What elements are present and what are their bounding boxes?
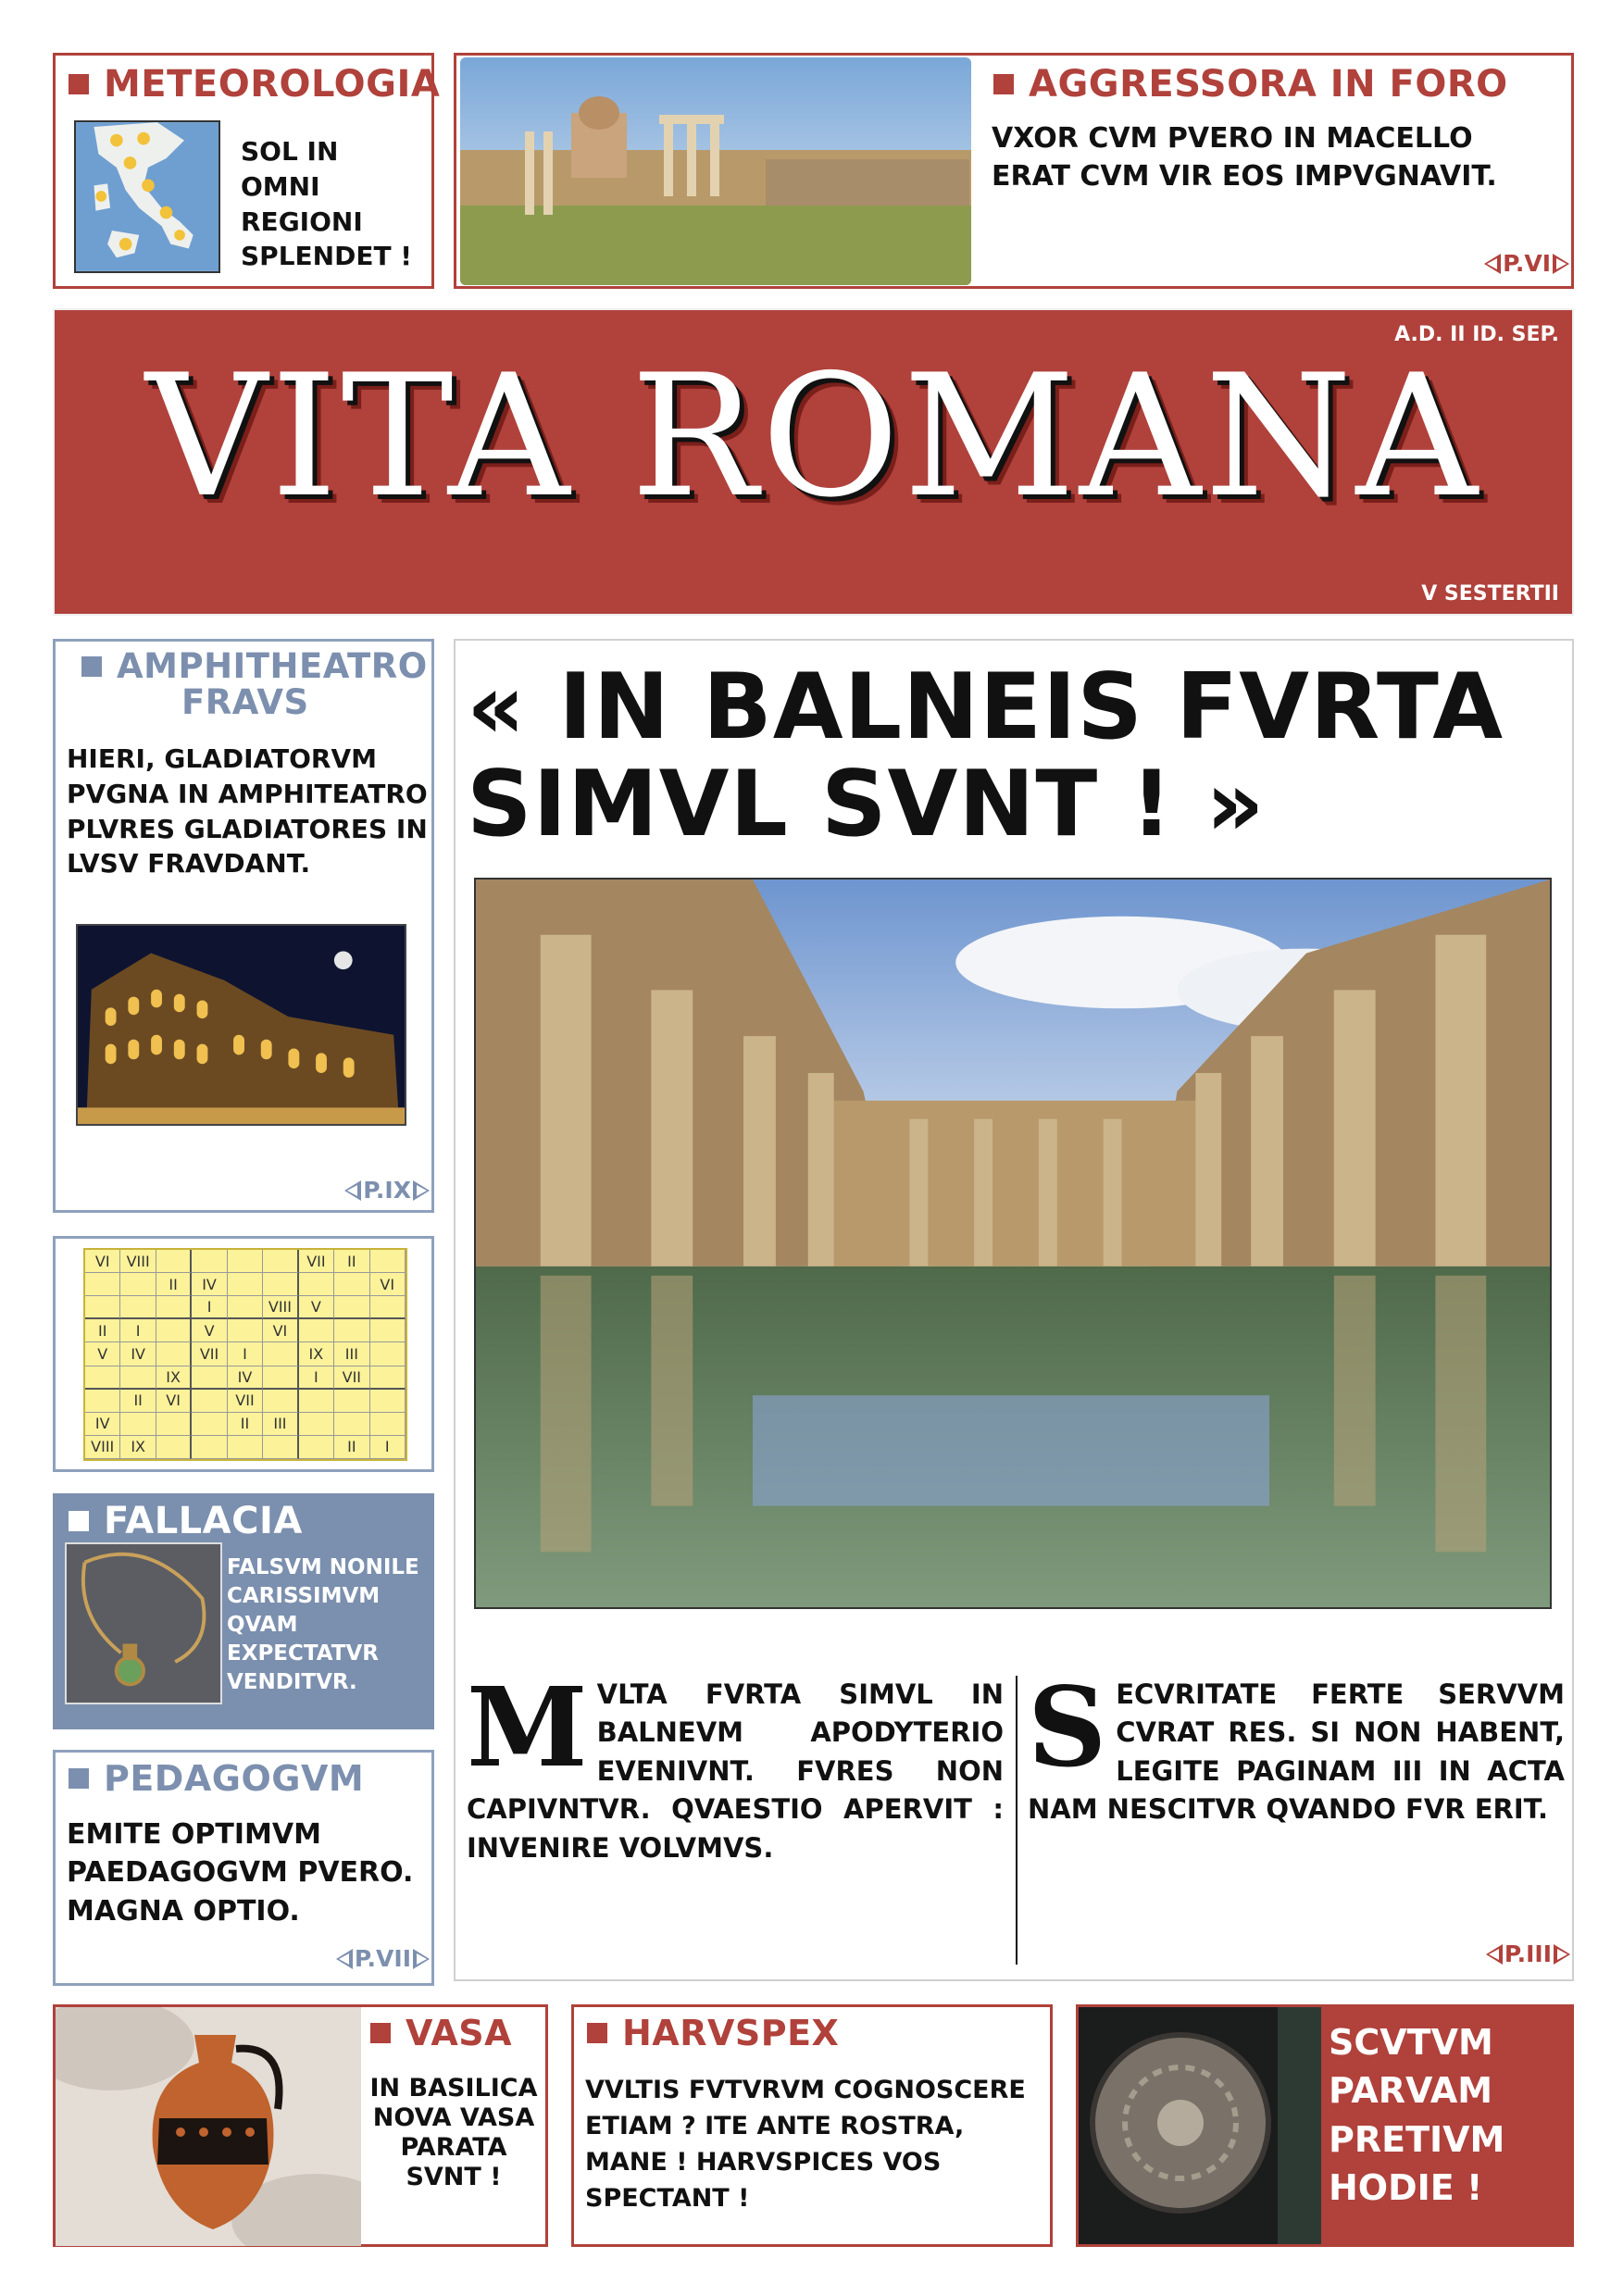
sudoku-cell[interactable] bbox=[263, 1390, 298, 1413]
sudoku-cell[interactable]: IX bbox=[299, 1342, 334, 1366]
sudoku-cell[interactable]: V bbox=[85, 1342, 120, 1366]
colosseum-night-photo bbox=[76, 924, 406, 1126]
sudoku-cell[interactable] bbox=[370, 1296, 406, 1319]
bullet-square-icon bbox=[370, 2023, 391, 2043]
sudoku-cell[interactable] bbox=[120, 1366, 156, 1390]
sudoku-cell[interactable]: IV bbox=[120, 1342, 156, 1366]
sudoku-cell[interactable] bbox=[192, 1413, 227, 1436]
sudoku-cell[interactable] bbox=[263, 1342, 298, 1366]
sudoku-cell[interactable] bbox=[299, 1436, 334, 1459]
bullet-square-icon bbox=[81, 656, 102, 677]
bullet-square-icon bbox=[69, 1768, 89, 1789]
fallacia-title: FALLACIA bbox=[69, 1500, 303, 1542]
forum-page-ref[interactable]: P.VI bbox=[1484, 250, 1569, 277]
sudoku-cell[interactable]: VI bbox=[85, 1250, 120, 1273]
sudoku-cell[interactable] bbox=[192, 1250, 227, 1273]
bullet-square-icon bbox=[69, 74, 89, 94]
masthead-price: V SESTERTII bbox=[1421, 582, 1559, 605]
sudoku-cell[interactable]: VII bbox=[334, 1366, 369, 1390]
sudoku-cell[interactable]: III bbox=[334, 1342, 369, 1366]
arrow-right-icon bbox=[413, 1180, 430, 1201]
sudoku-cell[interactable]: II bbox=[334, 1436, 369, 1459]
sudoku-cell[interactable]: I bbox=[370, 1436, 406, 1459]
sudoku-cell[interactable] bbox=[192, 1390, 227, 1413]
arrow-right-icon bbox=[1553, 254, 1569, 274]
arrow-left-icon bbox=[344, 1180, 361, 1201]
sudoku-cell[interactable]: VII bbox=[192, 1342, 227, 1366]
bullet-square-icon bbox=[69, 1511, 89, 1531]
sudoku-cell[interactable] bbox=[299, 1390, 334, 1413]
sudoku-grid[interactable] bbox=[83, 1248, 407, 1461]
sudoku-cell[interactable]: II bbox=[334, 1250, 369, 1273]
lead-drop-cap-m: M bbox=[467, 1663, 588, 1791]
lead-story-box bbox=[454, 639, 1574, 1981]
arrow-right-icon bbox=[413, 1949, 430, 1969]
masthead-title: VITA ROMANA bbox=[145, 338, 1481, 534]
sudoku-box bbox=[53, 1236, 434, 1472]
sudoku-cell[interactable]: V bbox=[299, 1296, 334, 1319]
sudoku-cell[interactable] bbox=[334, 1413, 369, 1436]
shield-photo bbox=[1079, 2007, 1321, 2244]
sudoku-cell[interactable]: VIII bbox=[263, 1296, 298, 1319]
sudoku-cell[interactable] bbox=[228, 1319, 263, 1342]
sudoku-cell[interactable]: I bbox=[228, 1342, 263, 1366]
lead-col1-text: VLTA FVRTA SIMVL IN BALNEVM APODYTERIO EVENIVNT. FVRES NON CAPIVNTVR. QVAESTIO APERVIT : INVENIRE VOLVMVS. bbox=[467, 1678, 1004, 1864]
lead-column-2 bbox=[1028, 1663, 1565, 1829]
sudoku-cell[interactable] bbox=[85, 1273, 120, 1296]
lead-headline: « IN BALNEIS FVRTA SIMVL SVNT ! » bbox=[467, 655, 1504, 857]
column-divider bbox=[1016, 1676, 1017, 1965]
sudoku-cell[interactable] bbox=[120, 1273, 156, 1296]
sudoku-cell[interactable] bbox=[334, 1273, 369, 1296]
sudoku-cell[interactable] bbox=[156, 1436, 192, 1459]
sudoku-cell[interactable]: I bbox=[299, 1366, 334, 1390]
lead-page-ref[interactable]: P.III bbox=[1486, 1940, 1570, 1967]
sudoku-cell[interactable] bbox=[299, 1273, 334, 1296]
fallacia-box bbox=[53, 1493, 434, 1729]
sudoku-cell[interactable]: V bbox=[192, 1319, 227, 1342]
sudoku-cell[interactable] bbox=[370, 1319, 406, 1342]
scutum-box bbox=[1076, 2004, 1574, 2247]
sudoku-cell[interactable]: VI bbox=[263, 1319, 298, 1342]
harvspex-title: HARVSPEX bbox=[587, 2013, 839, 2053]
roman-forum-photo bbox=[460, 57, 971, 285]
sudoku-cell[interactable] bbox=[263, 1273, 298, 1296]
sudoku-cell[interactable] bbox=[334, 1319, 369, 1342]
sudoku-cell[interactable]: I bbox=[120, 1319, 156, 1342]
lead-col2-text: ECVRITATE FERTE SERVVM CVRAT RES. SI NON HABENT, LEGITE PAGINAM III IN ACTA NAM NESCITVR QVANDO FVR ERIT. bbox=[1028, 1678, 1565, 1826]
bullet-square-icon bbox=[993, 74, 1014, 94]
forum-text: VXOR CVM PVERO IN MACELLO ERAT CVM VIR EOS IMPVGNAVIT. bbox=[992, 122, 1497, 193]
sudoku-cell[interactable] bbox=[263, 1250, 298, 1273]
harvspex-text: VVLTIS FVTVRVM COGNOSCERE ETIAM ? ITE ANTE ROSTRA, MANE ! HARVSPICES VOS SPECTANT ! bbox=[585, 2076, 1026, 2214]
forum-title: AGGRESSORA IN FORO bbox=[993, 63, 1508, 106]
sudoku-cell[interactable] bbox=[192, 1436, 227, 1459]
sudoku-cell[interactable]: VI bbox=[370, 1273, 406, 1296]
sudoku-cell[interactable] bbox=[85, 1366, 120, 1390]
sudoku-cell[interactable] bbox=[263, 1436, 298, 1459]
vasa-text: IN BASILICA NOVA VASA PARATA SVNT ! bbox=[369, 2074, 538, 2191]
sudoku-cell[interactable]: VIII bbox=[85, 1436, 120, 1459]
amphitheatre-text: HIERI, GLADIATORVM PVGNA IN AMPHITEATRO PLVRES GLADIATORES IN LVSV FRAVDANT. bbox=[67, 743, 428, 880]
sudoku-cell[interactable] bbox=[120, 1296, 156, 1319]
sudoku-cell[interactable]: VI bbox=[156, 1390, 192, 1413]
fallacia-text: FALSVM NONILE CARISSIMVM QVAM EXPECTATVR VENDITVR. bbox=[227, 1555, 419, 1695]
arrow-left-icon bbox=[1486, 1944, 1503, 1965]
weather-box bbox=[53, 53, 441, 289]
sudoku-cell[interactable]: IX bbox=[120, 1436, 156, 1459]
arrow-left-icon bbox=[1484, 254, 1501, 274]
sudoku-cell[interactable] bbox=[228, 1273, 263, 1296]
amphitheatre-box bbox=[53, 639, 434, 1213]
sudoku-cell[interactable] bbox=[156, 1413, 192, 1436]
masthead bbox=[53, 308, 1574, 616]
pedagogvm-title: PEDAGOGVM bbox=[69, 1758, 364, 1799]
sudoku-cell[interactable] bbox=[228, 1296, 263, 1319]
sudoku-cell[interactable] bbox=[85, 1296, 120, 1319]
sudoku-cell[interactable] bbox=[156, 1342, 192, 1366]
lead-column-1 bbox=[467, 1663, 1004, 1867]
sudoku-cell[interactable]: IV bbox=[228, 1366, 263, 1390]
amphitheatre-page-ref[interactable]: P.IX bbox=[344, 1177, 430, 1204]
sudoku-cell[interactable] bbox=[156, 1296, 192, 1319]
sudoku-cell[interactable] bbox=[334, 1296, 369, 1319]
sudoku-cell[interactable] bbox=[228, 1436, 263, 1459]
sudoku-cell[interactable] bbox=[228, 1250, 263, 1273]
sudoku-cell[interactable] bbox=[334, 1390, 369, 1413]
sudoku-cell[interactable]: I bbox=[192, 1296, 227, 1319]
sudoku-cell[interactable]: VIII bbox=[120, 1250, 156, 1273]
sudoku-cell[interactable] bbox=[299, 1413, 334, 1436]
sudoku-cell[interactable]: IV bbox=[192, 1273, 227, 1296]
sudoku-cell[interactable]: IV bbox=[85, 1413, 120, 1436]
sudoku-cell[interactable]: II bbox=[156, 1273, 192, 1296]
sudoku-cell[interactable] bbox=[370, 1250, 406, 1273]
arrow-right-icon bbox=[1554, 1944, 1570, 1965]
roman-baths-photo bbox=[474, 878, 1552, 1609]
sudoku-cell[interactable] bbox=[85, 1390, 120, 1413]
sudoku-cell[interactable] bbox=[299, 1319, 334, 1342]
weather-title: METEOROLOGIA bbox=[69, 63, 440, 106]
weather-text: SOL IN OMNI REGIONI SPLENDET ! bbox=[241, 136, 413, 272]
lead-drop-cap-s: S bbox=[1028, 1663, 1107, 1791]
harvspex-box bbox=[571, 2004, 1053, 2247]
sudoku-cell[interactable] bbox=[370, 1342, 406, 1366]
pedagogvm-box bbox=[53, 1750, 434, 1986]
sudoku-cell[interactable]: II bbox=[120, 1390, 156, 1413]
amphitheatre-title: AMPHITHEATRO FRAVS bbox=[81, 649, 428, 721]
sudoku-cell[interactable]: VII bbox=[228, 1390, 263, 1413]
greek-vase-photo bbox=[56, 2007, 361, 2246]
vasa-box bbox=[53, 2004, 548, 2247]
italy-weather-map-icon bbox=[74, 120, 220, 273]
sudoku-cell[interactable] bbox=[156, 1319, 192, 1342]
bullet-square-icon bbox=[587, 2023, 607, 2043]
necklace-photo bbox=[65, 1542, 222, 1704]
sudoku-cell[interactable] bbox=[370, 1366, 406, 1390]
vasa-title: VASA bbox=[370, 2013, 512, 2053]
sudoku-cell[interactable] bbox=[192, 1366, 227, 1390]
sudoku-cell[interactable]: II bbox=[228, 1413, 263, 1436]
sudoku-cell[interactable]: IX bbox=[156, 1366, 192, 1390]
masthead-date: A.D. II ID. SEP. bbox=[1394, 323, 1559, 346]
pedagogvm-text: EMITE OPTIMVM PAEDAGOGVM PVERO. MAGNA OPTIO. bbox=[67, 1818, 414, 1928]
scutum-text: SCVTVM PARVAM PRETIVM HODIE ! bbox=[1329, 2022, 1505, 2209]
sudoku-cell[interactable]: III bbox=[263, 1413, 298, 1436]
sudoku-cell[interactable] bbox=[370, 1413, 406, 1436]
arrow-left-icon bbox=[336, 1949, 353, 1969]
sudoku-cell[interactable] bbox=[370, 1390, 406, 1413]
sudoku-cell[interactable]: II bbox=[85, 1319, 120, 1342]
forum-box bbox=[454, 53, 1574, 289]
pedagogvm-page-ref[interactable]: P.VII bbox=[336, 1945, 430, 1972]
sudoku-cell[interactable] bbox=[120, 1413, 156, 1436]
sudoku-cell[interactable]: VII bbox=[299, 1250, 334, 1273]
sudoku-cell[interactable] bbox=[156, 1250, 192, 1273]
sudoku-cell[interactable] bbox=[263, 1366, 298, 1390]
